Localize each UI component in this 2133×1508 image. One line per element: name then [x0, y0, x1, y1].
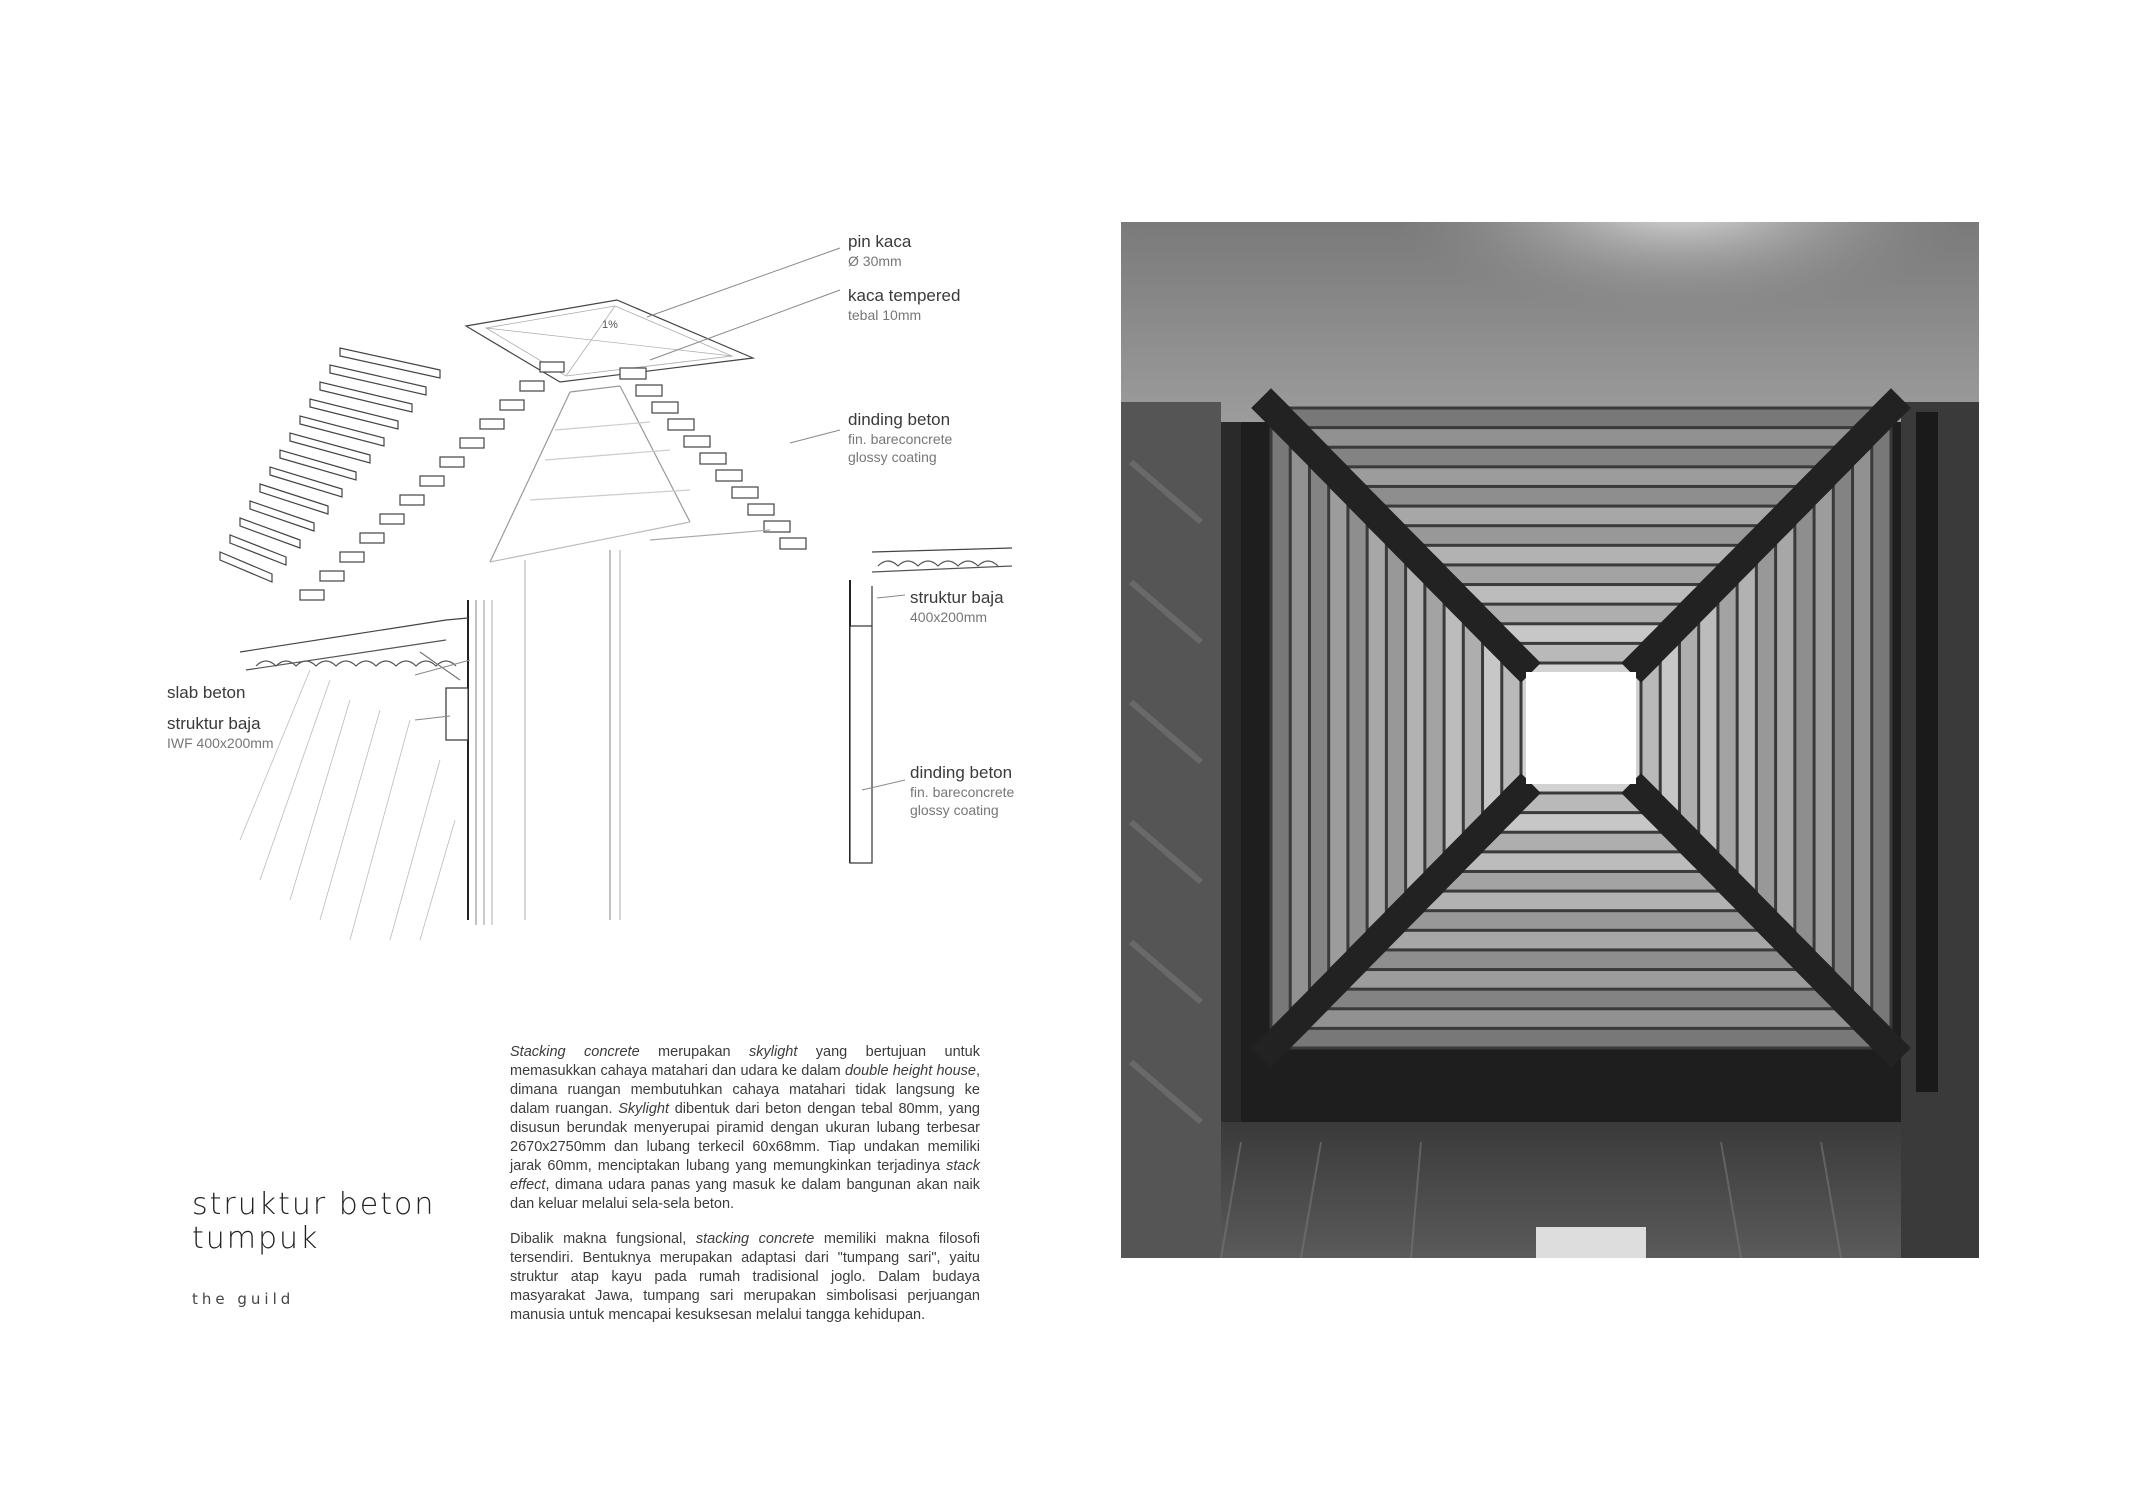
label-title: dinding beton: [848, 410, 951, 429]
label-title: struktur baja: [910, 588, 1004, 607]
italic-term: skylight: [749, 1044, 798, 1060]
concrete-step: [748, 504, 774, 515]
page-subtitle: the guild: [192, 1290, 295, 1308]
glass-panel: [466, 300, 753, 382]
text-run: merupakan: [639, 1044, 750, 1060]
skylight-photo-illustration: [1121, 222, 1979, 1258]
label-sub: glossy coating: [910, 802, 999, 818]
concrete-step: [668, 419, 694, 430]
skylight-photo: [1121, 222, 1979, 1258]
title-line-2: tumpuk: [192, 1221, 320, 1256]
concrete-step: [684, 436, 710, 447]
label-dinding-beton-top: [848, 410, 952, 466]
label-title: slab beton: [167, 683, 246, 702]
text-run: yang bertujuan untuk memasukkan cahaya matahari dan udara ke dalam: [510, 1044, 980, 1079]
paragraph-2: [510, 1230, 980, 1325]
slope-mark: 1%: [602, 319, 618, 331]
label-sub: tebal 10mm: [848, 307, 922, 323]
label-sub: 400x200mm: [910, 609, 988, 625]
text-run: Dibalik makna fungsional,: [510, 1231, 696, 1247]
text-run: , dimana udara panas yang masuk ke dalam bangunan akan naik dan keluar melalui sela-sela beton.: [510, 1177, 980, 1212]
concrete-step: [636, 385, 662, 396]
label-sub: IWF 400x200mm: [167, 735, 274, 751]
label-slab-beton: [167, 683, 245, 703]
label-kaca-tempered: [848, 286, 960, 324]
text-run: memiliki makna filosofi tersendiri. Bentuknya merupakan adaptasi dari "tumpang sari", yaitu struktur atap kayu pada rumah tradisional joglo. Dalam budaya masyarakat Jawa, tumpang sari merupakan simbolisasi perjuangan manusia untuk mencapai kesuksesan melalui tangga kehidupan.: [510, 1231, 980, 1323]
concrete-step: [716, 470, 742, 481]
italic-term: double height house: [844, 1063, 976, 1079]
label-sub: fin. bareconcrete: [910, 784, 1015, 800]
italic-term: Skylight: [618, 1101, 669, 1117]
label-sub: fin. bareconcrete: [848, 431, 953, 447]
label-title: pin kaca: [848, 232, 912, 251]
title-line-1: struktur beton: [192, 1187, 436, 1222]
label-title: struktur baja: [167, 714, 261, 733]
label-sub: glossy coating: [848, 449, 937, 465]
concrete-step: [732, 487, 758, 498]
italic-term: stack effect: [510, 1158, 980, 1193]
description-text: [510, 1043, 980, 1341]
label-pin-kaca: [848, 232, 911, 270]
label-dinding-beton-bottom: [910, 763, 1014, 819]
concrete-step: [780, 538, 806, 549]
concrete-step: [700, 453, 726, 464]
concrete-step: [652, 402, 678, 413]
label-struktur-baja-left: [167, 714, 274, 752]
italic-term: Stacking concrete: [510, 1044, 640, 1060]
text-run: , dimana ruangan membutuhkan cahaya matahari tidak langsung ke dalam ruangan.: [510, 1063, 980, 1117]
page-title: [192, 1188, 435, 1256]
label-struktur-baja-right: [910, 588, 1004, 626]
label-title: dinding beton: [910, 763, 1013, 782]
paragraph-1: [510, 1043, 980, 1214]
label-sub: Ø 30mm: [848, 253, 902, 269]
text-run: dibentuk dari beton dengan tebal 80mm, yang disusun berundak menyerupai piramid dengan ukuran lubang terbesar 2670x2750mm dan lubang terkecil 60x68mm. Tiap undakan memiliki jarak 60mm, menciptakan lubang yang memungkinkan terjadinya: [510, 1101, 980, 1174]
italic-term: stacking concrete: [695, 1231, 815, 1247]
concrete-step: [620, 368, 646, 379]
label-title: kaca tempered: [848, 286, 961, 305]
